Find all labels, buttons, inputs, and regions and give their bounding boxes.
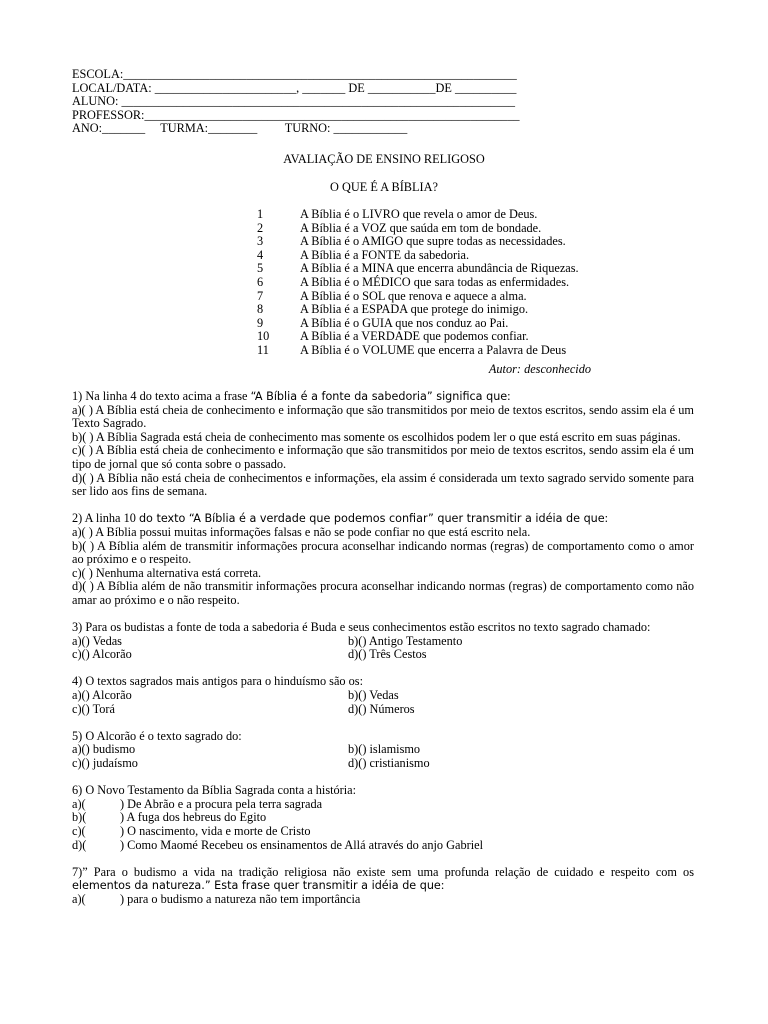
line-text: A Bíblia é a VERDADE que podemos confiar. [300,329,529,344]
poem-line [257,344,579,358]
option-b[interactable]: b)( ) A Bíblia Sagrada está cheia de conhecimento mas somente os escolhidos podem ler o que está escrito em suas páginas. [72,429,681,444]
question-text: 2) A linha 10 do texto “A Bíblia é a verdade que podemos confiar” quer transmitir a idéia de que: [72,511,609,526]
poem-line [257,317,579,331]
poem-author: Autor: desconhecido [488,362,591,376]
line-number: 3 [257,234,264,249]
option-a[interactable]: a)() budismo [72,742,136,757]
poem-title: O QUE É A BÍBLIA? [330,180,438,194]
option-d[interactable]: d)( ) Como Maomé Recebeu os ensinamentos de Allá através do anjo Gabriel [72,837,483,852]
option-c[interactable]: c)() Alcorão [72,647,132,662]
professor-field: PROFESSOR:_____________________________________________________________ [72,107,520,122]
poem-line [257,235,579,249]
question-7 [72,866,694,907]
option-b[interactable]: b)() Antigo Testamento [348,633,463,648]
question-6 [72,784,694,852]
option-d[interactable]: d)() Números [348,701,415,716]
option-a[interactable]: a)( ) A Bíblia está cheia de conhecimento e informação que são transmitidos por meio de textos escritos, sendo assim ela é um Texto Sagrado. [72,402,694,431]
ano-turma-turno-field: ANO:_______ TURMA:________ TURNO: ____________ [72,121,408,136]
line-number: 2 [257,220,264,235]
question-text: 4) O textos sagrados mais antigos para o hinduísmo são os: [72,674,363,689]
line-number: 10 [257,329,270,344]
option-b[interactable]: b)() Vedas [348,688,399,703]
option-a[interactable]: a)( ) De Abrão e a procura pela terra sagrada [72,796,323,811]
poem-line [257,303,579,317]
line-text: A Bíblia é a VOZ que saúda em tom de bondade. [300,220,542,235]
option-c[interactable]: c)( ) A Bíblia está cheia de conhecimento e informação que são transmitidos por meio de textos escritos, sendo assim ela é um tipo de jornal que só conta sobre o passado. [72,443,694,471]
option-a[interactable]: a)() Vedas [72,633,122,648]
line-text: A Bíblia é a FONTE da sabedoria. [300,247,470,262]
line-number: 9 [257,315,264,330]
option-c[interactable]: c)( ) O nascimento, vida e morte de Cristo [72,824,311,838]
option-a[interactable]: a)( ) A Bíblia possui muitas informações falsas e não se pode confiar no que está escrito nela. [72,524,531,539]
escola-field: ESCOLA:________________________________________________________________ [72,67,517,81]
line-number: 11 [257,342,269,357]
question-5 [72,730,694,771]
question-text: 1) Na linha 4 do texto acima a frase “A Bíblia é a fonte da sabedoria” significa que: [72,389,511,403]
question-3 [72,621,694,662]
line-number: 4 [257,247,264,262]
option-a[interactable]: a)( ) para o budismo a natureza não tem importância [72,891,361,906]
poem [257,208,579,358]
option-d[interactable]: d)( ) A Bíblia além de não transmitir informações procura aconselhar indicando normas (regras) de comportamento como não amar ao próximo e o não respeito. [72,579,694,607]
line-text: A Bíblia é o AMIGO que supre todas as necessidades. [300,234,566,249]
question-text: 6) O Novo Testamento da Bíblia Sagrada conta a história: [72,783,357,798]
questions [72,390,694,920]
option-b[interactable]: b)() islamismo [348,742,421,757]
option-c[interactable]: c)() Torá [72,701,115,716]
line-text: A Bíblia é o SOL que renova e aquece a alma. [300,288,527,303]
poem-line [257,222,579,236]
aluno-field: ALUNO: ________________________________________________________________ [72,94,516,109]
line-text: A Bíblia é o GUIA que nos conduz ao Pai. [300,315,509,330]
poem-line [257,208,579,222]
poem-line [257,276,579,290]
option-d[interactable]: d)( ) A Bíblia não está cheia de conhecimentos e informações, ela assim é considerada um texto sagrado servido somente para ser lido aos fins de semana. [72,470,694,499]
option-c[interactable]: c)( ) Nenhuma alternativa está correta. [72,565,262,580]
line-text: A Bíblia é a ESPADA que protege do inimigo. [300,302,529,317]
option-d[interactable]: d)() cristianismo [348,756,430,771]
question-1 [72,390,694,499]
local-data-field: LOCAL/DATA: _______________________, _______ DE ___________DE __________ [72,80,517,95]
line-number: 5 [257,261,264,276]
header-fields [72,68,520,136]
line-text: A Bíblia é o LIVRO que revela o amor de Deus. [300,207,538,221]
line-text: A Bíblia é o MÉDICO que sara todas as enfermidades. [300,274,570,289]
line-text: A Bíblia é o VOLUME que encerra a Palavra de Deus [300,342,567,357]
option-a[interactable]: a)() Alcorão [72,688,132,703]
line-number: 8 [257,302,264,317]
line-number: 6 [257,274,264,289]
poem-line [257,262,579,276]
line-number: 1 [257,207,264,221]
line-number: 7 [257,288,264,303]
option-c[interactable]: c)() judaísmo [72,756,138,771]
poem-line [257,330,579,344]
question-4 [72,675,694,716]
question-text: 5) O Alcorão é o texto sagrado do: [72,728,242,743]
option-b[interactable]: b)( ) A fuga dos hebreus do Egito [72,810,267,825]
page-title: AVALIAÇÃO DE ENSINO RELIGOSO [283,152,485,166]
line-text: A Bíblia é a MINA que encerra abundância de Riquezas. [300,261,579,276]
question-text: 3) Para os budistas a fonte de toda a sabedoria é Buda e seus conhecimentos estão escritos no texto sagrado chamado: [72,620,651,635]
option-d[interactable]: d)() Três Cestos [348,647,427,662]
question-text: 7)” Para o budismo a vida na tradição religiosa não existe sem uma profunda relação de cuidado e respeito com os elementos da natureza.” Esta frase quer transmitir a idéia de que: [72,864,694,893]
poem-line [257,290,579,304]
poem-line [257,249,579,263]
question-2 [72,512,694,607]
option-b[interactable]: b)( ) A Bíblia além de transmitir informações procura aconselhar indicando normas (regras) de comportamento como o amor ao próximo e o respeito. [72,538,694,567]
